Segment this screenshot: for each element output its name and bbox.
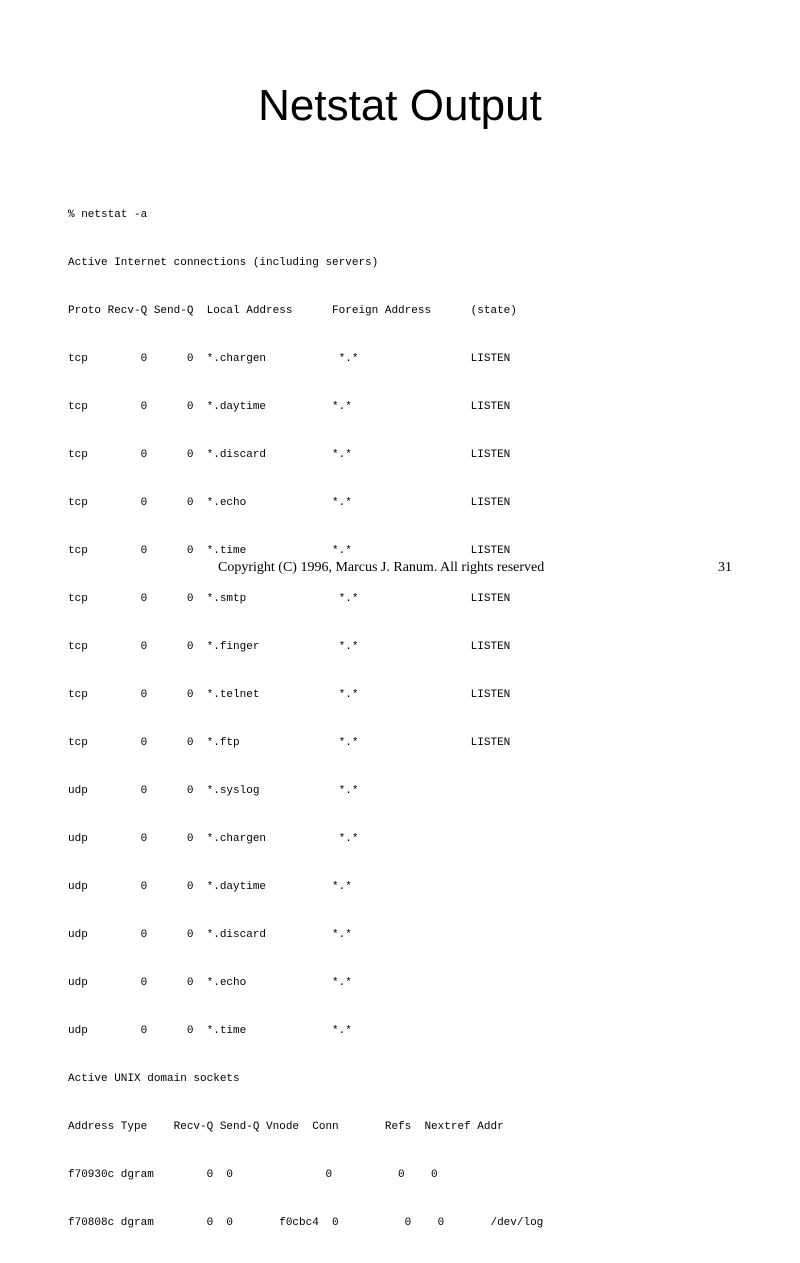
output-line: Proto Recv-Q Send-Q Local Address Foreign Address (state) [68, 305, 517, 317]
output-line: Active UNIX domain sockets [68, 1073, 240, 1085]
output-line: tcp 0 0 *.ftp *.* LISTEN [68, 737, 511, 749]
output-line: udp 0 0 *.discard *.* [68, 929, 352, 941]
output-line: Address Type Recv-Q Send-Q Vnode Conn Refs Nextref Addr [68, 1121, 504, 1133]
netstat-output [68, 175, 543, 1263]
output-line: % netstat -a [68, 209, 148, 221]
copyright-footer: Copyright (C) 1996, Marcus J. Ranum. All rights reserved [218, 560, 545, 575]
output-line: tcp 0 0 *.time *.* LISTEN [68, 545, 511, 557]
output-line: udp 0 0 *.echo *.* [68, 977, 352, 989]
output-line: tcp 0 0 *.telnet *.* LISTEN [68, 689, 511, 701]
output-line: f70930c dgram 0 0 0 0 0 [68, 1169, 438, 1181]
output-line: Active Internet connections (including servers) [68, 257, 379, 269]
slide-title: Netstat Output [258, 81, 542, 130]
output-line: udp 0 0 *.chargen *.* [68, 833, 359, 845]
output-line: tcp 0 0 *.discard *.* LISTEN [68, 449, 511, 461]
page-number: 31 [718, 560, 732, 575]
output-line: udp 0 0 *.syslog *.* [68, 785, 359, 797]
output-line: tcp 0 0 *.finger *.* LISTEN [68, 641, 511, 653]
output-line: udp 0 0 *.daytime *.* [68, 881, 352, 893]
output-line: tcp 0 0 *.smtp *.* LISTEN [68, 593, 511, 605]
output-line: tcp 0 0 *.daytime *.* LISTEN [68, 401, 511, 413]
output-line: udp 0 0 *.time *.* [68, 1025, 352, 1037]
output-line: f70808c dgram 0 0 f0cbc4 0 0 0 /dev/log [68, 1217, 544, 1229]
output-line: tcp 0 0 *.chargen *.* LISTEN [68, 353, 511, 365]
output-line: tcp 0 0 *.echo *.* LISTEN [68, 497, 511, 509]
